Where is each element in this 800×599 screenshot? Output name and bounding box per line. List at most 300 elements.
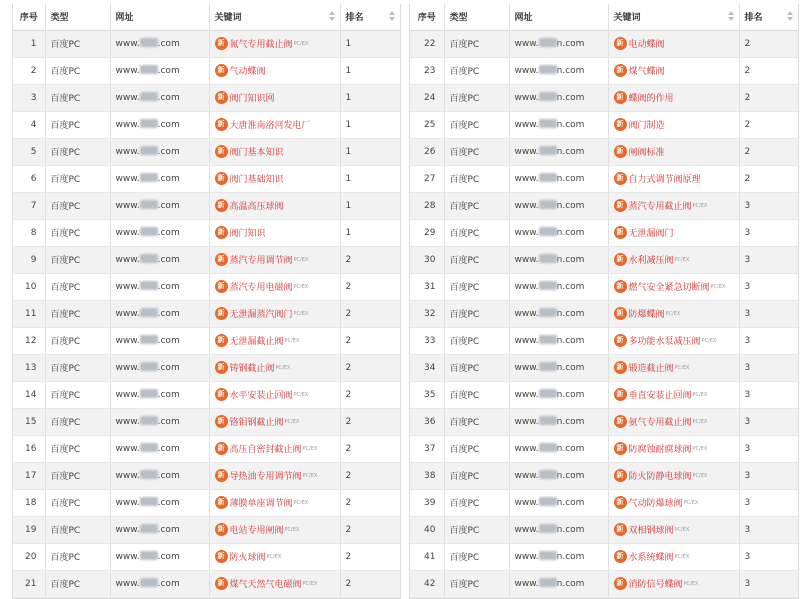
new-badge-icon: 新 <box>614 550 627 563</box>
url-prefix: www. <box>115 120 140 130</box>
row-keyword[interactable] <box>608 543 739 570</box>
row-keyword[interactable] <box>608 462 739 489</box>
url-prefix: www. <box>514 309 539 319</box>
row-url[interactable] <box>509 246 608 273</box>
keyword-text: 氨气专用截止阀 <box>628 418 692 428</box>
row-index: 19 <box>13 516 45 543</box>
url-suffix: .com <box>157 255 180 265</box>
url-suffix: .com <box>157 444 180 454</box>
row-keyword[interactable] <box>209 300 340 327</box>
row-keyword[interactable] <box>209 435 340 462</box>
url-suffix: n.com <box>556 390 585 400</box>
row-keyword[interactable] <box>608 489 739 516</box>
header-url[interactable]: 网址 <box>509 4 608 30</box>
row-url[interactable] <box>110 57 209 84</box>
table-row <box>410 246 798 273</box>
keyword-text: 蒸汽专用截止阀 <box>628 202 692 212</box>
row-keyword[interactable] <box>608 57 739 84</box>
keyword-platform-mark: PC/EX <box>284 526 300 533</box>
table-row <box>13 462 400 489</box>
row-index: 41 <box>410 543 444 570</box>
table-row <box>13 354 400 381</box>
sort-arrows-icon[interactable] <box>728 11 734 21</box>
keyword-text: 双相钢球阀 <box>628 526 674 536</box>
redacted-url-segment <box>140 227 158 236</box>
url-prefix: www. <box>514 282 539 292</box>
redacted-url-segment <box>539 119 557 128</box>
url-suffix: .com <box>157 552 180 562</box>
row-keyword[interactable] <box>209 570 340 597</box>
row-type: 百度PC <box>444 381 509 408</box>
url-prefix: www. <box>115 336 140 346</box>
row-url[interactable] <box>110 543 209 570</box>
url-suffix: .com <box>157 525 180 535</box>
row-url[interactable] <box>509 192 608 219</box>
url-suffix: .com <box>157 579 180 589</box>
keyword-text: 阀门知识网 <box>229 94 275 104</box>
keyword-text: 水系统蝶阀 <box>628 553 674 563</box>
row-rank: 3 <box>739 354 798 381</box>
table-row <box>410 300 798 327</box>
row-index: 9 <box>13 246 45 273</box>
new-badge-icon: 新 <box>614 280 627 293</box>
row-keyword[interactable] <box>209 84 340 111</box>
row-type: 百度PC <box>45 516 110 543</box>
row-url[interactable] <box>509 408 608 435</box>
row-url[interactable] <box>110 192 209 219</box>
new-badge-icon: 新 <box>215 577 228 590</box>
redacted-url-segment <box>140 308 158 317</box>
row-url[interactable] <box>110 408 209 435</box>
row-keyword[interactable] <box>209 273 340 300</box>
row-keyword[interactable] <box>608 138 739 165</box>
row-keyword[interactable] <box>209 246 340 273</box>
row-type: 百度PC <box>444 408 509 435</box>
url-suffix: .com <box>157 93 180 103</box>
url-suffix: .com <box>157 282 180 292</box>
url-suffix: n.com <box>556 201 585 211</box>
keyword-text: 阀门基础知识 <box>229 175 284 185</box>
row-rank: 2 <box>739 165 798 192</box>
redacted-url-segment <box>140 524 158 533</box>
redacted-url-segment <box>539 335 557 344</box>
table-row <box>410 84 798 111</box>
row-keyword[interactable] <box>209 219 340 246</box>
row-keyword[interactable] <box>608 246 739 273</box>
row-type: 百度PC <box>444 30 509 57</box>
keyword-text: 燃气安全紧急切断阀 <box>628 283 710 293</box>
keyword-text: 阀门知识 <box>229 229 266 239</box>
url-suffix: n.com <box>556 228 585 238</box>
url-suffix: .com <box>157 336 180 346</box>
row-keyword[interactable] <box>608 300 739 327</box>
row-rank: 2 <box>340 462 400 489</box>
row-type: 百度PC <box>45 435 110 462</box>
row-keyword[interactable] <box>608 30 739 57</box>
row-keyword[interactable] <box>209 354 340 381</box>
table-row <box>410 111 798 138</box>
url-prefix: www. <box>115 282 140 292</box>
row-index: 32 <box>410 300 444 327</box>
row-keyword[interactable] <box>608 408 739 435</box>
url-suffix: .com <box>157 66 180 76</box>
new-badge-icon: 新 <box>614 577 627 590</box>
row-type: 百度PC <box>45 381 110 408</box>
keyword-platform-mark: PC/EX <box>302 580 318 587</box>
row-index: 39 <box>410 489 444 516</box>
url-suffix: n.com <box>556 174 585 184</box>
keyword-text: 大唐淮南洛河发电厂 <box>229 121 311 131</box>
redacted-url-segment <box>539 497 557 506</box>
row-keyword[interactable] <box>209 165 340 192</box>
url-suffix: .com <box>157 174 180 184</box>
row-type: 百度PC <box>45 219 110 246</box>
new-badge-icon: 新 <box>614 415 627 428</box>
row-url[interactable] <box>509 570 608 597</box>
row-rank: 3 <box>739 381 798 408</box>
new-badge-icon: 新 <box>215 280 228 293</box>
url-suffix: n.com <box>556 444 585 454</box>
row-url[interactable] <box>110 30 209 57</box>
row-index: 2 <box>13 57 45 84</box>
keyword-text: 无泄漏阀门 <box>628 229 674 239</box>
redacted-url-segment <box>140 281 158 290</box>
url-suffix: n.com <box>556 147 585 157</box>
redacted-url-segment <box>140 92 158 101</box>
row-rank: 3 <box>739 570 798 597</box>
row-keyword[interactable] <box>608 435 739 462</box>
row-url[interactable] <box>509 84 608 111</box>
row-keyword[interactable] <box>608 381 739 408</box>
url-prefix: www. <box>514 174 539 184</box>
keyword-text: 电动蝶阀 <box>628 40 665 50</box>
redacted-url-segment <box>539 551 557 560</box>
row-index: 11 <box>13 300 45 327</box>
row-url[interactable] <box>110 84 209 111</box>
row-index: 37 <box>410 435 444 462</box>
row-keyword[interactable] <box>608 273 739 300</box>
row-rank: 2 <box>739 138 798 165</box>
row-url[interactable] <box>110 381 209 408</box>
keyword-platform-mark: PC/EX <box>674 526 690 533</box>
new-badge-icon: 新 <box>614 307 627 320</box>
keyword-text: 蒸汽专用电磁阀 <box>229 283 293 293</box>
row-rank: 2 <box>340 354 400 381</box>
row-url[interactable] <box>509 138 608 165</box>
url-prefix: www. <box>115 309 140 319</box>
row-type: 百度PC <box>444 543 509 570</box>
url-prefix: www. <box>115 147 140 157</box>
header-index[interactable]: 序号 <box>410 4 444 30</box>
row-keyword[interactable] <box>209 543 340 570</box>
row-url[interactable] <box>110 138 209 165</box>
row-keyword[interactable] <box>608 84 739 111</box>
keyword-platform-mark: PC/EX <box>701 337 717 344</box>
header-keyword[interactable] <box>209 4 340 30</box>
url-suffix: n.com <box>556 282 585 292</box>
new-badge-icon: 新 <box>215 550 228 563</box>
row-keyword[interactable] <box>209 57 340 84</box>
table-row <box>410 435 798 462</box>
table-row <box>410 489 798 516</box>
table-row <box>410 165 798 192</box>
row-rank: 3 <box>739 408 798 435</box>
row-rank: 1 <box>340 192 400 219</box>
row-keyword[interactable] <box>209 462 340 489</box>
url-suffix: n.com <box>556 39 585 49</box>
table-row <box>13 30 400 57</box>
redacted-url-segment <box>140 38 158 47</box>
url-prefix: www. <box>514 390 539 400</box>
row-rank: 2 <box>340 543 400 570</box>
row-type: 百度PC <box>45 246 110 273</box>
row-url[interactable] <box>509 30 608 57</box>
row-url[interactable] <box>110 462 209 489</box>
row-url[interactable] <box>509 300 608 327</box>
row-type: 百度PC <box>444 462 509 489</box>
row-keyword[interactable] <box>608 111 739 138</box>
row-rank: 2 <box>340 327 400 354</box>
keyword-text: 阀门制造 <box>628 121 665 131</box>
row-rank: 3 <box>739 462 798 489</box>
url-prefix: www. <box>115 201 140 211</box>
new-badge-icon: 新 <box>215 307 228 320</box>
row-rank: 2 <box>739 30 798 57</box>
keyword-text: 氮气专用截止阀 <box>229 40 293 50</box>
row-type: 百度PC <box>45 462 110 489</box>
new-badge-icon: 新 <box>215 334 228 347</box>
redacted-url-segment <box>140 200 158 209</box>
new-badge-icon: 新 <box>215 361 228 374</box>
new-badge-icon: 新 <box>215 442 228 455</box>
row-rank: 3 <box>739 435 798 462</box>
header-rank[interactable] <box>340 4 400 30</box>
sort-arrows-icon[interactable] <box>787 11 793 21</box>
row-keyword[interactable] <box>608 165 739 192</box>
row-keyword[interactable] <box>209 138 340 165</box>
url-prefix: www. <box>115 417 140 427</box>
url-prefix: www. <box>115 390 140 400</box>
row-url[interactable] <box>509 273 608 300</box>
url-suffix: .com <box>157 471 180 481</box>
new-badge-icon: 新 <box>614 253 627 266</box>
keyword-text: 自力式调节阀原理 <box>628 175 701 185</box>
url-prefix: www. <box>115 39 140 49</box>
new-badge-icon: 新 <box>614 226 627 239</box>
keyword-platform-mark: PC/EX <box>293 499 309 506</box>
row-url[interactable] <box>110 489 209 516</box>
row-index: 28 <box>410 192 444 219</box>
row-keyword[interactable] <box>209 489 340 516</box>
row-url[interactable] <box>509 381 608 408</box>
row-rank: 3 <box>739 489 798 516</box>
row-index: 17 <box>13 462 45 489</box>
row-url[interactable] <box>110 516 209 543</box>
row-url[interactable] <box>509 354 608 381</box>
row-rank: 3 <box>739 273 798 300</box>
row-type: 百度PC <box>444 219 509 246</box>
new-badge-icon: 新 <box>215 469 228 482</box>
url-suffix: n.com <box>556 93 585 103</box>
table-row <box>13 246 400 273</box>
row-index: 33 <box>410 327 444 354</box>
header-keyword-label: 关键词 <box>613 13 641 24</box>
header-url[interactable]: 网址 <box>110 4 209 30</box>
row-url[interactable] <box>509 543 608 570</box>
row-keyword[interactable] <box>209 111 340 138</box>
sort-arrows-icon[interactable] <box>389 11 395 21</box>
redacted-url-segment <box>140 389 158 398</box>
row-url[interactable] <box>509 111 608 138</box>
row-url[interactable] <box>110 570 209 597</box>
row-type: 百度PC <box>45 111 110 138</box>
row-keyword[interactable] <box>608 354 739 381</box>
redacted-url-segment <box>539 308 557 317</box>
row-type: 百度PC <box>444 300 509 327</box>
row-index: 10 <box>13 273 45 300</box>
keyword-platform-mark: PC/EX <box>293 310 309 317</box>
url-prefix: www. <box>514 201 539 211</box>
url-prefix: www. <box>115 174 140 184</box>
row-type: 百度PC <box>444 516 509 543</box>
row-keyword[interactable] <box>209 192 340 219</box>
header-type[interactable]: 类型 <box>444 4 509 30</box>
url-prefix: www. <box>514 39 539 49</box>
keyword-text: 导热油专用调节阀 <box>229 472 302 482</box>
url-prefix: www. <box>514 444 539 454</box>
row-index: 5 <box>13 138 45 165</box>
row-url[interactable] <box>110 165 209 192</box>
keyword-platform-mark: PC/EX <box>674 256 690 263</box>
row-url[interactable] <box>509 516 608 543</box>
new-badge-icon: 新 <box>215 415 228 428</box>
keyword-text: 消防信号蝶阀 <box>628 580 683 590</box>
header-keyword[interactable] <box>608 4 739 30</box>
redacted-url-segment <box>140 578 158 587</box>
url-prefix: www. <box>115 444 140 454</box>
url-suffix: n.com <box>556 417 585 427</box>
left-ranking-table <box>13 4 400 598</box>
row-type: 百度PC <box>444 489 509 516</box>
row-type: 百度PC <box>444 354 509 381</box>
keyword-platform-mark: PC/EX <box>692 418 708 425</box>
redacted-url-segment <box>539 200 557 209</box>
url-prefix: www. <box>514 363 539 373</box>
row-rank: 1 <box>340 84 400 111</box>
row-index: 13 <box>13 354 45 381</box>
row-url[interactable] <box>110 300 209 327</box>
row-url[interactable] <box>110 435 209 462</box>
url-prefix: www. <box>514 93 539 103</box>
row-rank: 2 <box>340 273 400 300</box>
keyword-platform-mark: PC/EX <box>302 472 318 479</box>
row-type: 百度PC <box>444 570 509 597</box>
row-keyword[interactable] <box>209 516 340 543</box>
row-rank: 1 <box>340 57 400 84</box>
row-keyword[interactable] <box>209 30 340 57</box>
row-keyword[interactable] <box>608 570 739 597</box>
row-url[interactable] <box>110 219 209 246</box>
keyword-platform-mark: PC/EX <box>284 337 300 344</box>
row-url[interactable] <box>110 354 209 381</box>
row-keyword[interactable] <box>209 381 340 408</box>
header-keyword-label: 关键词 <box>214 13 242 24</box>
row-url[interactable] <box>509 219 608 246</box>
row-rank: 2 <box>739 57 798 84</box>
row-rank: 3 <box>739 219 798 246</box>
url-prefix: www. <box>115 525 140 535</box>
header-rank[interactable] <box>739 4 798 30</box>
url-suffix: .com <box>157 417 180 427</box>
row-keyword[interactable] <box>608 327 739 354</box>
keyword-platform-mark: PC/EX <box>266 553 282 560</box>
row-keyword[interactable] <box>608 192 739 219</box>
row-type: 百度PC <box>45 165 110 192</box>
new-badge-icon: 新 <box>614 388 627 401</box>
redacted-url-segment <box>539 38 557 47</box>
row-type: 百度PC <box>444 192 509 219</box>
row-index: 7 <box>13 192 45 219</box>
header-type[interactable]: 类型 <box>45 4 110 30</box>
row-type: 百度PC <box>45 57 110 84</box>
row-type: 百度PC <box>45 570 110 597</box>
url-suffix: .com <box>157 201 180 211</box>
table-row <box>13 516 400 543</box>
url-prefix: www. <box>514 336 539 346</box>
new-badge-icon: 新 <box>614 145 627 158</box>
sort-arrows-icon[interactable] <box>329 11 335 21</box>
row-rank: 1 <box>340 111 400 138</box>
row-url[interactable] <box>110 246 209 273</box>
redacted-url-segment <box>539 470 557 479</box>
row-url[interactable] <box>509 165 608 192</box>
redacted-url-segment <box>140 470 158 479</box>
row-index: 21 <box>13 570 45 597</box>
redacted-url-segment <box>140 146 158 155</box>
row-url[interactable] <box>509 489 608 516</box>
keyword-text: 煤气蝶阀 <box>628 67 665 77</box>
table-row <box>410 138 798 165</box>
row-url[interactable] <box>110 273 209 300</box>
table-row <box>13 165 400 192</box>
row-keyword[interactable] <box>209 408 340 435</box>
row-index: 36 <box>410 408 444 435</box>
table-row <box>13 111 400 138</box>
row-url[interactable] <box>509 435 608 462</box>
row-type: 百度PC <box>444 57 509 84</box>
redacted-url-segment <box>539 146 557 155</box>
table-row <box>13 84 400 111</box>
redacted-url-segment <box>140 497 158 506</box>
row-url[interactable] <box>509 327 608 354</box>
url-prefix: www. <box>514 228 539 238</box>
table-row <box>410 381 798 408</box>
redacted-url-segment <box>539 362 557 371</box>
new-badge-icon: 新 <box>215 388 228 401</box>
header-index[interactable]: 序号 <box>13 4 45 30</box>
table-row <box>13 192 400 219</box>
row-keyword[interactable] <box>209 327 340 354</box>
keyword-text: 铬钼钢截止阀 <box>229 418 284 428</box>
row-url[interactable] <box>509 57 608 84</box>
row-index: 27 <box>410 165 444 192</box>
row-url[interactable] <box>509 462 608 489</box>
row-keyword[interactable] <box>608 516 739 543</box>
row-url[interactable] <box>110 111 209 138</box>
row-index: 34 <box>410 354 444 381</box>
row-keyword[interactable] <box>608 219 739 246</box>
row-url[interactable] <box>110 327 209 354</box>
